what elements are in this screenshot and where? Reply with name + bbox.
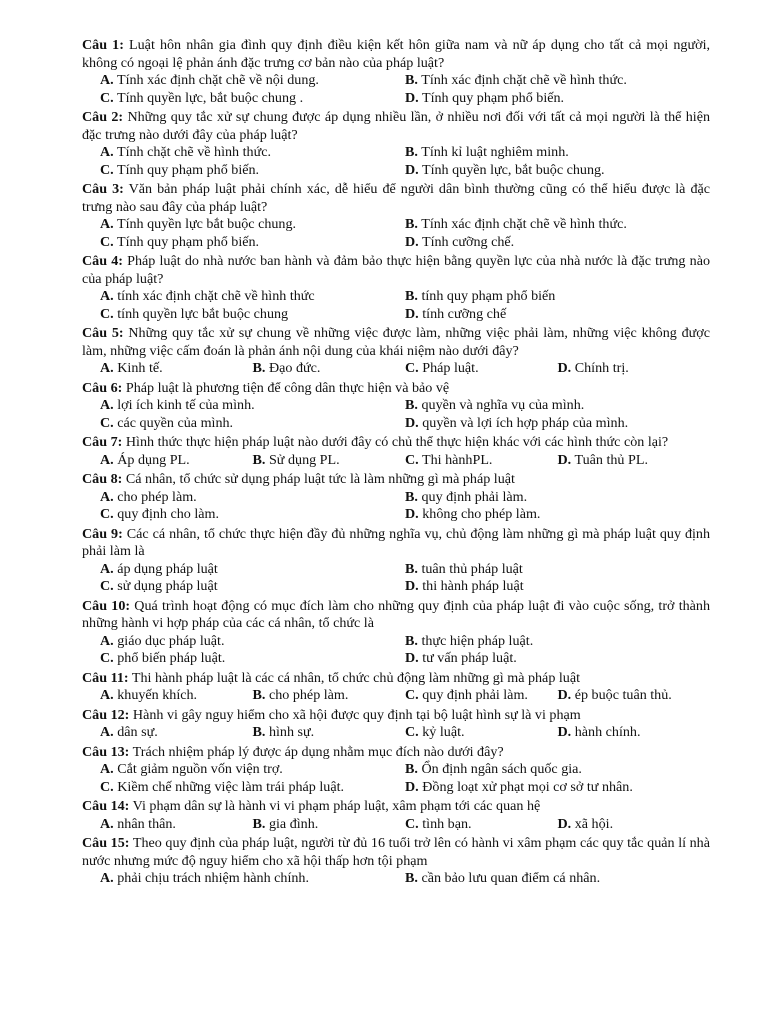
answer-option (100, 578, 405, 596)
answer-option (405, 779, 710, 797)
option-row (100, 288, 710, 306)
question-stem: Các cá nhân, tổ chức thực hiện đầy đủ những nghĩa vụ, chủ động làm những gì mà pháp luật quy định phải làm là (82, 525, 711, 559)
option-text: Sử dụng PL. (268, 451, 340, 468)
answer-option (100, 452, 253, 470)
option-letter: A. (100, 815, 114, 832)
option-text: tính cưỡng chế (422, 305, 507, 322)
option-letter: A. (100, 632, 114, 649)
option-text: quy định phải làm. (422, 687, 528, 703)
option-letter: B. (252, 687, 266, 703)
question-number: Câu 7: (82, 434, 123, 450)
answer-option (100, 870, 405, 888)
option-row (100, 452, 710, 470)
answer-options (82, 72, 710, 107)
question-item (82, 598, 710, 668)
option-letter: B. (405, 632, 418, 649)
option-row (100, 144, 710, 162)
question-text (82, 471, 710, 489)
question-number: Câu 8: (82, 471, 123, 487)
answer-option (100, 506, 405, 524)
question-stem: Thi hành pháp luật là các cá nhân, tổ chức chủ động làm những gì mà pháp luật (131, 669, 581, 686)
option-text: khuyến khích. (117, 687, 198, 703)
answer-options (82, 561, 710, 596)
answer-option (405, 397, 710, 415)
option-text: các quyền của mình. (117, 414, 234, 431)
option-letter: C. (100, 578, 114, 594)
question-number: Câu 15: (82, 835, 130, 851)
option-row (100, 761, 710, 779)
option-letter: D. (405, 506, 419, 522)
option-letter: C. (100, 506, 114, 522)
option-row (100, 415, 710, 433)
question-item (82, 37, 710, 107)
answer-options (82, 397, 710, 432)
question-text (82, 707, 710, 725)
question-number: Câu 6: (82, 379, 123, 396)
question-item (82, 380, 710, 433)
question-number: Câu 12: (82, 706, 130, 723)
answer-option (100, 633, 405, 651)
option-text: Tính xác định chặt chẽ về nội dung. (116, 72, 319, 88)
question-text (82, 526, 710, 561)
option-letter: A. (100, 761, 114, 777)
question-stem: Cá nhân, tổ chức sử dụng pháp luật tức là làm những gì mà pháp luật (125, 471, 515, 487)
option-text: Tính quyền lực, bắt buộc chung . (116, 89, 304, 106)
option-row (100, 687, 710, 705)
option-text: tính quyền lực bắt buộc chung (117, 305, 289, 322)
option-text: Tính quyền lực bắt buộc chung. (116, 216, 297, 232)
question-text (82, 670, 710, 688)
option-letter: B. (405, 560, 418, 577)
option-letter: A. (100, 687, 114, 703)
question-stem: Trách nhiệm pháp lý được áp dụng nhằm mục đích nào dưới đây? (132, 743, 504, 760)
answer-option (100, 687, 253, 705)
question-number: Câu 14: (82, 798, 130, 814)
option-text: Tính quyền lực, bắt buộc chung. (421, 161, 605, 178)
question-item (82, 471, 710, 524)
option-text: áp dụng pháp luật (117, 560, 218, 577)
question-text (82, 380, 710, 398)
option-letter: C. (100, 650, 114, 666)
question-item (82, 526, 710, 596)
answer-option (100, 397, 405, 415)
option-text: quyền và lợi ích hợp pháp của mình. (422, 414, 629, 431)
option-text: quyền và nghĩa vụ của mình. (421, 397, 585, 413)
option-row (100, 234, 710, 252)
option-text: Đồng loạt xử phạt mọi cơ sở tư nhân. (422, 778, 633, 795)
option-letter: C. (100, 233, 114, 250)
question-item (82, 181, 710, 251)
option-letter: B. (405, 397, 418, 413)
option-text: Áp dụng PL. (117, 451, 190, 468)
question-stem: Quá trình hoạt động có mục đích làm cho những quy định của pháp luật đi vào cuộc sống, trở thành những hành vi hợp pháp của các cá nhân, tổ chức là (82, 597, 711, 631)
option-text: không cho phép làm. (422, 506, 541, 522)
question-stem: Pháp luật do nhà nước ban hành và đảm bảo thực hiện bằng quyền lực của nhà nước là đặc trưng nào của pháp luật? (82, 253, 710, 287)
answer-option (100, 306, 405, 324)
answer-option (253, 687, 406, 705)
answer-option (405, 415, 710, 433)
option-letter: D. (557, 451, 572, 468)
option-row (100, 650, 710, 668)
answer-option (405, 452, 558, 470)
option-letter: D. (557, 360, 572, 376)
option-text: Tính quy phạm phổ biến. (116, 233, 260, 250)
option-row (100, 578, 710, 596)
question-stem: Theo quy định của pháp luật, người từ đủ 16 tuổi trở lên có hành vi xâm phạm các quy tắc quản lí nhà nước nhưng mức độ nguy hiểm cho xã hội thấp hơn tội phạm (82, 835, 710, 869)
answer-option (100, 144, 405, 162)
answer-option (405, 72, 710, 90)
question-number: Câu 4: (82, 253, 123, 269)
option-text: Cắt giảm nguồn vốn viện trợ. (117, 761, 283, 777)
option-text: gia đình. (268, 815, 319, 832)
answer-option (100, 489, 405, 507)
option-text: giáo dục pháp luật. (117, 632, 225, 649)
option-text: Tính kỉ luật nghiêm minh. (421, 144, 569, 160)
option-row (100, 561, 710, 579)
answer-option (405, 489, 710, 507)
answer-option (253, 816, 406, 834)
option-letter: A. (100, 72, 114, 88)
option-letter: D. (405, 89, 419, 106)
option-letter: D. (405, 778, 419, 795)
question-number: Câu 5: (82, 325, 124, 341)
option-letter: D. (405, 233, 419, 250)
question-number: Câu 10: (82, 597, 131, 614)
option-letter: D. (557, 815, 572, 832)
question-item (82, 707, 710, 742)
answer-option (100, 415, 405, 433)
answer-option (253, 360, 406, 378)
option-text: thi hành pháp luật (422, 578, 524, 594)
answer-option (100, 779, 405, 797)
option-letter: B. (405, 288, 418, 304)
option-text: Kiềm chế những việc làm trái pháp luật. (117, 778, 345, 795)
answer-option (405, 578, 710, 596)
option-letter: A. (100, 397, 114, 413)
option-letter: D. (405, 650, 419, 666)
question-text (82, 434, 710, 452)
option-letter: D. (557, 724, 572, 740)
option-letter: B. (405, 216, 418, 232)
answer-options (82, 687, 710, 705)
question-stem: Hành vi gây nguy hiểm cho xã hội được quy định tại bộ luật hình sự là vi phạm (132, 706, 581, 723)
option-row (100, 90, 710, 108)
question-item (82, 109, 710, 179)
option-text: tính quy phạm phổ biến (421, 288, 556, 304)
question-text (82, 744, 710, 762)
option-text: phổ biến pháp luật. (117, 650, 226, 666)
option-text: Tính quy phạm phổ biến. (116, 161, 260, 178)
option-letter: A. (100, 360, 114, 376)
answer-option (100, 761, 405, 779)
option-letter: B. (252, 724, 266, 740)
option-text: Tính xác định chặt chẽ về hình thức. (421, 72, 627, 88)
answer-option (405, 870, 710, 888)
option-letter: C. (405, 724, 419, 740)
option-row (100, 162, 710, 180)
option-letter: B. (252, 815, 266, 832)
option-letter: A. (100, 216, 114, 232)
answer-option (405, 360, 558, 378)
option-row (100, 724, 710, 742)
option-row (100, 816, 710, 834)
answer-option (405, 561, 710, 579)
option-letter: C. (100, 778, 114, 795)
option-letter: C. (405, 451, 419, 468)
option-text: tuân thủ pháp luật (421, 560, 523, 577)
option-letter: A. (100, 724, 114, 740)
answer-option (100, 650, 405, 668)
answer-options (82, 724, 710, 742)
answer-option (558, 687, 711, 705)
question-number: Câu 11: (82, 669, 129, 686)
answer-options (82, 288, 710, 323)
question-stem: Luật hôn nhân gia đình quy định điều kiện kết hôn giữa nam và nữ áp dụng cho tất cả mọi người, không có ngoại lệ phản ánh đặc trưng cơ bản nào của pháp luật? (82, 37, 711, 71)
question-text (82, 835, 710, 870)
answer-option (100, 72, 405, 90)
option-letter: A. (100, 560, 114, 577)
option-text: hình sự. (268, 724, 315, 740)
question-text (82, 598, 710, 633)
option-letter: C. (100, 161, 114, 178)
answer-option (100, 234, 405, 252)
answer-option (405, 724, 558, 742)
question-item (82, 325, 710, 378)
option-letter: B. (252, 360, 266, 376)
option-letter: B. (405, 144, 418, 160)
answer-options (82, 360, 710, 378)
question-number: Câu 13: (82, 743, 130, 760)
option-text: xã hội. (574, 815, 614, 832)
option-row (100, 360, 710, 378)
answer-option (405, 306, 710, 324)
option-letter: A. (100, 144, 114, 160)
option-letter: C. (405, 815, 419, 832)
option-text: Chính trị. (574, 360, 629, 376)
option-letter: D. (405, 161, 419, 178)
option-row (100, 397, 710, 415)
option-text: Tuân thủ PL. (574, 451, 648, 468)
option-letter: A. (100, 488, 114, 505)
option-text: thực hiện pháp luật. (421, 632, 534, 649)
option-letter: C. (100, 89, 114, 106)
answer-option (405, 761, 710, 779)
option-text: cho phép làm. (268, 687, 349, 703)
option-text: ép buộc tuân thủ. (574, 687, 672, 703)
answer-option (100, 162, 405, 180)
option-text: cần bảo lưu quan điểm cá nhân. (421, 870, 601, 886)
option-text: tình bạn. (422, 815, 472, 832)
answer-option (100, 561, 405, 579)
option-text: Tính xác định chặt chẽ về hình thức. (421, 216, 627, 232)
question-item (82, 253, 710, 323)
option-text: lợi ích kinh tế của mình. (117, 397, 255, 413)
option-letter: C. (100, 305, 114, 322)
option-letter: C. (100, 414, 114, 431)
answer-option (558, 360, 711, 378)
option-letter: A. (100, 870, 114, 886)
option-row (100, 506, 710, 524)
answer-option (405, 506, 710, 524)
option-letter: B. (252, 451, 266, 468)
answer-option (405, 288, 710, 306)
option-letter: A. (100, 288, 114, 304)
option-row (100, 870, 710, 888)
answer-options (82, 816, 710, 834)
answer-option (100, 724, 253, 742)
question-number: Câu 1: (82, 37, 124, 53)
answer-option (405, 687, 558, 705)
option-text: quy định phải làm. (421, 488, 528, 505)
answer-option (405, 650, 710, 668)
answer-option (100, 288, 405, 306)
answer-options (82, 144, 710, 179)
answer-option (100, 90, 405, 108)
answer-option (405, 816, 558, 834)
option-text: Tính chặt chẽ về hình thức. (116, 144, 271, 160)
option-text: Thi hànhPL. (421, 451, 493, 468)
option-letter: D. (405, 414, 419, 431)
option-row (100, 633, 710, 651)
option-letter: B. (405, 72, 418, 88)
option-text: tư vấn pháp luật. (422, 650, 517, 666)
question-item (82, 434, 710, 469)
option-text: phải chịu trách nhiệm hành chính. (117, 870, 310, 886)
question-number: Câu 2: (82, 109, 124, 125)
option-text: tính xác định chặt chẽ về hình thức (117, 288, 315, 304)
option-text: nhân thân. (117, 815, 176, 832)
answer-option (253, 724, 406, 742)
option-text: quy định cho làm. (117, 506, 220, 522)
option-row (100, 306, 710, 324)
question-text (82, 109, 710, 144)
option-text: cho phép làm. (117, 488, 197, 505)
question-stem: Pháp luật là phương tiện để công dân thực hiện và bảo vệ (125, 379, 450, 396)
answer-option (405, 90, 710, 108)
option-row (100, 72, 710, 90)
option-text: Ổn định ngân sách quốc gia. (421, 761, 582, 777)
option-letter: B. (405, 488, 418, 505)
option-text: dân sự. (117, 724, 158, 740)
option-letter: C. (405, 360, 419, 376)
question-text (82, 37, 710, 72)
answer-options (82, 761, 710, 796)
answer-options (82, 452, 710, 470)
option-letter: A. (100, 451, 114, 468)
answer-option (100, 360, 253, 378)
question-number: Câu 3: (82, 181, 124, 197)
question-text (82, 325, 710, 360)
question-number: Câu 9: (82, 525, 123, 542)
question-item (82, 670, 710, 705)
answer-option (558, 816, 711, 834)
option-row (100, 216, 710, 234)
answer-option (100, 816, 253, 834)
option-text: sử dụng pháp luật (117, 578, 218, 594)
option-letter: D. (405, 578, 419, 594)
question-item (82, 835, 710, 888)
question-text (82, 798, 710, 816)
answer-options (82, 870, 710, 888)
option-row (100, 489, 710, 507)
answer-option (558, 724, 711, 742)
option-letter: C. (405, 687, 419, 703)
question-stem: Văn bản pháp luật phải chính xác, dễ hiểu để người dân bình thường cũng có thể hiểu được là đặc trưng nào sau đây của pháp luật? (82, 181, 710, 215)
option-letter: B. (405, 761, 418, 777)
option-letter: D. (557, 687, 572, 703)
question-text (82, 253, 710, 288)
question-text (82, 181, 710, 216)
option-text: Tính cưỡng chế. (421, 233, 515, 250)
question-stem: Hình thức thực hiện pháp luật nào dưới đây có chủ thể thực hiện khác với các hình thức còn lại? (125, 434, 669, 450)
option-text: Kinh tế. (117, 360, 163, 376)
option-text: Tính quy phạm phổ biến. (421, 89, 565, 106)
option-letter: B. (405, 870, 418, 886)
option-text: hành chính. (574, 724, 641, 740)
answer-option (405, 216, 710, 234)
question-stem: Những quy tắc xử sự chung được áp dụng nhiều lần, ở nhiều nơi đối với tất cả mọi người là thể hiện đặc trưng nào dưới đây của pháp luật? (82, 109, 710, 143)
question-stem: Những quy tắc xử sự chung về những việc được làm, những việc phải làm, những việc không được làm, những việc cấm đoán là phản ánh nội dung của khái niệm nào dưới đây? (82, 325, 710, 359)
option-row (100, 779, 710, 797)
option-text: Đạo đức. (268, 360, 321, 376)
answer-option (405, 162, 710, 180)
question-item (82, 798, 710, 833)
answer-option (405, 234, 710, 252)
option-text: kỷ luật. (422, 724, 465, 740)
answer-option (405, 633, 710, 651)
answer-option (405, 144, 710, 162)
answer-option (253, 452, 406, 470)
answer-options (82, 216, 710, 251)
answer-option (558, 452, 711, 470)
answer-options (82, 489, 710, 524)
option-letter: D. (405, 305, 419, 322)
question-stem: Vi phạm dân sự là hành vi vi phạm pháp luật, xâm phạm tới các quan hệ (132, 798, 541, 814)
question-item (82, 744, 710, 797)
answer-options (82, 633, 710, 668)
option-text: Pháp luật. (422, 360, 479, 376)
question-list (82, 37, 710, 890)
answer-option (100, 216, 405, 234)
